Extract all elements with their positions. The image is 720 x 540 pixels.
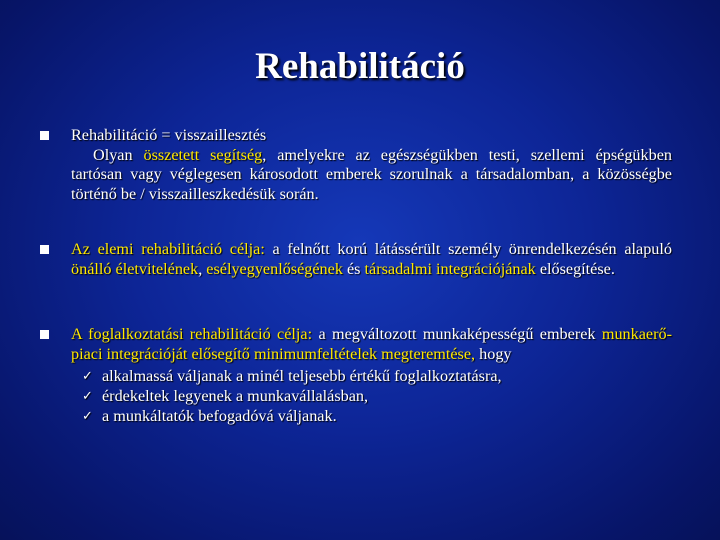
checklist-item [71,366,672,386]
elemi-text-3: elősegítése. [535,259,615,278]
checklist-item [71,386,672,406]
bullet-body [71,240,672,279]
checkmark-icon: ✓ [82,388,93,403]
foglalkoztatasi-text-1: a megváltozott munkaképességű emberek [312,325,602,343]
checklist-item-text: a munkáltatók befogadóvá váljanak. [102,407,337,425]
checklist-item-text: érdekeltek legyenek a munkavállalásban, [102,387,369,405]
highlight-onallo-eletvitel: önálló életvitelének [71,259,199,278]
square-bullet-icon [40,131,49,140]
slide-title: Rehabilitáció [255,46,465,87]
highlight-tarsadalmi-integracio: társadalmi integrációjának [364,259,536,278]
foglalkoztatasi-text-2: hogy [475,344,512,363]
bullet-body [71,325,672,426]
bullet-heading [71,126,672,146]
highlight-osszetett-segitseg: összetett segítség [143,145,263,164]
elemi-paragraph [71,240,672,279]
definition-line: Rehabilitáció = visszaillesztés [71,126,267,144]
foglalkoztatasi-paragraph [71,325,672,364]
elemi-sep: , [198,259,207,278]
elemi-lead: Az elemi rehabilitáció célja: [71,240,265,258]
checkmark-icon: ✓ [82,408,93,423]
definition-rest: , amelyekre az egészségükben testi, szellemi épségükben tartósan vagy véglegesen károsodott emberek szorulnak a társadalomban, a közösségbe történő be / visszailleszkedésük során. [71,145,672,203]
square-bullet-icon [40,330,49,339]
foglalkoztatasi-lead: A foglalkoztatási rehabilitáció célja: [71,325,313,343]
checkmark-icon: ✓ [82,368,93,383]
highlight-eselyegyenloseg: esélyegyenlőségének [206,259,343,278]
elemi-text-1: a felnőtt korú látássérült személy önrendelkezésén alapuló [264,240,672,258]
checklist-item-text: alkalmassá váljanak a minél teljesebb értékű foglalkoztatásra, [102,367,502,385]
definition-intro: Olyan [93,145,144,164]
square-bullet-icon [40,245,49,254]
checklist-item [71,406,672,426]
elemi-text-2: és [342,259,365,278]
checklist [71,366,672,426]
definition-paragraph [71,146,672,205]
bullet-body [71,126,672,204]
highlight-munkaero-piaci-integracio: munkaerő-piaci integrációját elősegítő minimumfeltételek megteremtése, [71,325,672,363]
